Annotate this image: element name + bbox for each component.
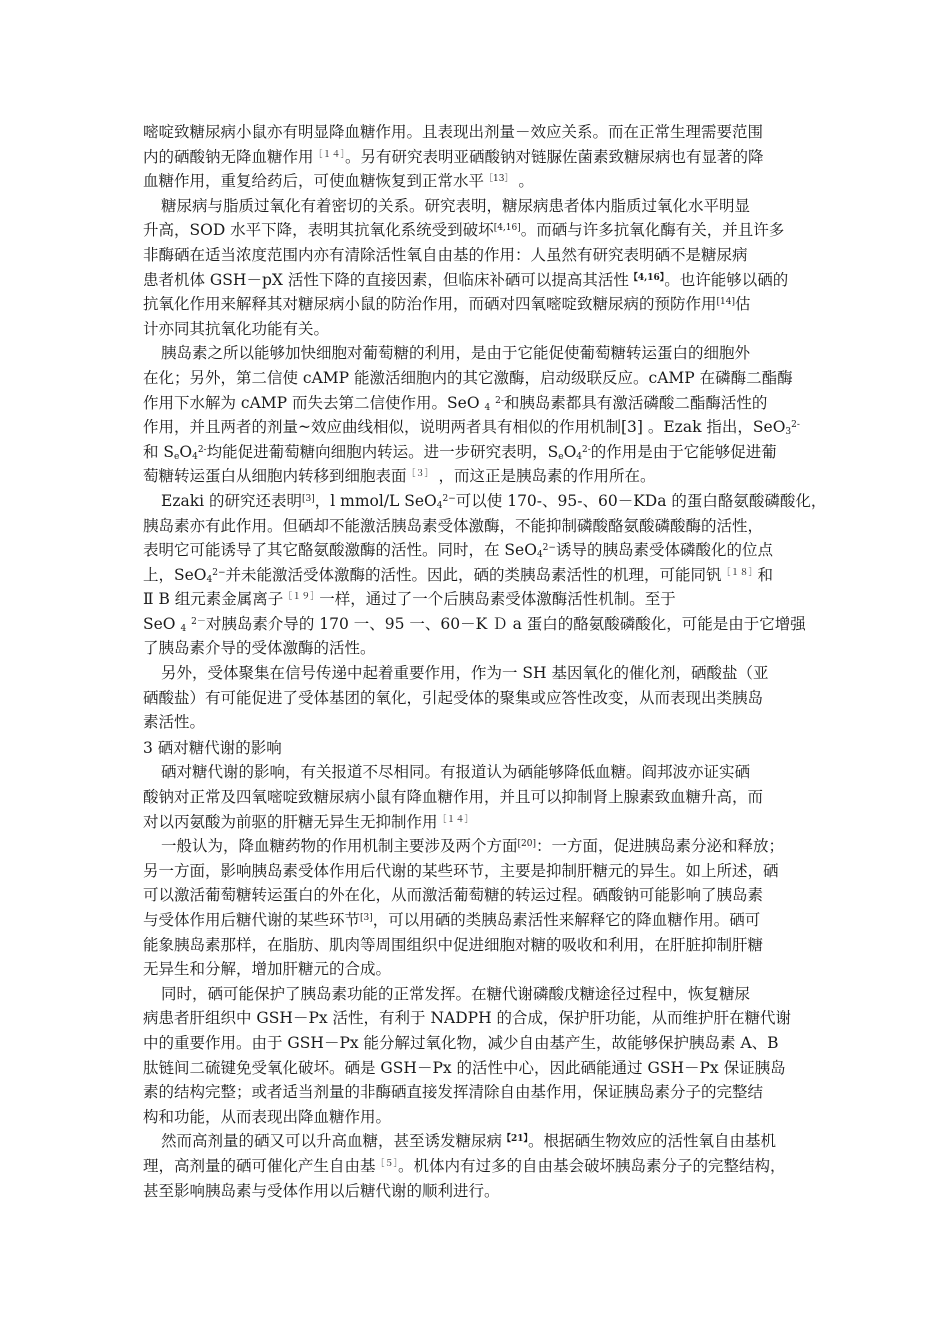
text-line: 抗氧化作用来解释其对糖尿病小鼠的防治作用，而硒对四氧嘧啶致糖尿病的预防作用[14]估 (143, 295, 751, 314)
citation: [14] (716, 297, 735, 308)
text-line: 上，SeO$_4^{2-}$并未能激活受体激酶的活性。因此，硒的类胰岛素活性的机理，可能同钒$^{[18]}$和 (143, 565, 774, 585)
text-line: 作用下水解为 cAMP 而失去第二信使作用。SeO $_4$ $^{2-}$和胰岛素都具有激活磷酸二酯酶活性的 (143, 393, 768, 413)
citation: [20] (517, 839, 536, 850)
text-line: 对以丙氨酸为前驱的肝糖无异生无抑制作用$^{[14]}$ (143, 812, 474, 831)
citation: 【21】 (502, 1134, 529, 1145)
text-line: 肽链间二硫键免受氧化破坏。硒是 GSH－Px 的活性中心，因此硒能通过 GSH－Px 保证胰岛 (143, 1058, 786, 1077)
text-line: 胰岛素亦有此作用。但硒却不能激活胰岛素受体激酶，不能抑制磷酸酪氨酸磷酸酶的活性， (143, 516, 764, 535)
citation: ［13］ (484, 174, 514, 185)
text-line: 在化；另外，第二信使 cAMP 能激活细胞内的其它激酶，启动级联反应。cAMP 在磷酶二酯酶 (143, 368, 793, 387)
text-line: 嘧啶致糖尿病小鼠亦有明显降血糖作用。且表现出剂量－效应关系。而在正常生理需要范围 (143, 123, 764, 141)
text-line: 另外，受体聚集在信号传递中起着重要作用，作为一 SH 基因氧化的催化剂，硒酸盐（亚 (161, 664, 769, 683)
citation: ［１４］ (313, 149, 346, 160)
text-line: 作用，并且两者的剂量~效应曲线相似，说明两者具有相似的作用机制[3] 。Ezak 指出，SeO$_3^{2-}$ (143, 418, 800, 438)
citation: [3] (302, 493, 315, 504)
text-line: 构和功能，从而表现出降血糖作用。 (143, 1107, 392, 1126)
citation: ［５］ (375, 1158, 399, 1169)
text-line: 一般认为，降血糖药物的作用机制主要涉及两个方面[20]：一方面，促进胰岛素分泌和释放； (161, 837, 785, 856)
text-line: Ⅱ B 组元素金属离子$^{[19]}$一样，通过了一个后胰岛素受体激酶活性机制。至于 (143, 590, 676, 609)
citation: [4,16] (493, 223, 521, 234)
section-heading: 3 硒对糖代谢的影响 (143, 738, 282, 757)
citation: ［１８］ (721, 567, 758, 578)
citation: ［１４］ (437, 814, 474, 825)
text-line: 表明它可能诱导了其它酪氨酸激酶的活性。同时，在 SeO$_4^{2-}$诱导的胰岛素受体磷酸化的位点 (143, 541, 773, 561)
text-line: 内的硒酸钠无降血糖作用$^{[14]}$。另有研究表明亚硒酸钠对链脲佐菌素致糖尿病也有显著的降 (143, 147, 764, 166)
text-line: 无异生和分解，增加肝糖元的合成。 (143, 960, 392, 979)
text-line: 甚至影响胰岛素与受体作用以后糖代谢的顺利进行。 (143, 1181, 500, 1200)
text-line: 胰岛素之所以能够加快细胞对葡萄糖的利用，是由于它能促使葡萄糖转运蛋白的细胞外 (161, 344, 751, 363)
text-line: 酸钠对正常及四氧嘧啶致糖尿病小鼠有降血糖作用，并且可以抑制肾上腺素致血糖升高，而 (143, 788, 764, 807)
text-line: 萄糖转运蛋白从细胞内转移到细胞表面$^{[3]}$ ，而这正是胰岛素的作用所在。 (143, 467, 656, 486)
text-line: 另一方面，影响胰岛素受体作用后代谢的某些环节，主要是抑制肝糖元的异生。如上所述，硒 (143, 861, 779, 880)
text-line: 了胰岛素介导的受体激酶的活性。 (143, 639, 376, 658)
citation: ［３］ (406, 469, 434, 480)
text-line: 病患者肝组织中 GSH－Px 活性，有利于 NADPH 的合成，保护肝功能，从而维护肝在糖代谢 (143, 1009, 792, 1028)
text-line: 理，高剂量的硒可催化产生自由基$^{[5]}$。机体内有过多的自由基会破坏胰岛素分子的完整结构， (143, 1156, 786, 1175)
text-line: 血糖作用，重复给药后，可使血糖恢复到正常水平$^{[13]}$ 。 (143, 172, 534, 191)
text-line: 非酶硒在适当浓度范围内亦有清除活性氧自由基的作用：人虽然有研究表明硒不是糖尿病 (143, 245, 748, 264)
text-line: 升高，SOD 水平下降，表明其抗氧化系统受到破坏[4,16]。而硒与许多抗氧化酶有关，并且许多 (143, 221, 785, 240)
text-line: 然而高剂量的硒又可以升高血糖，甚至诱发糖尿病$^{【21】}$。根据硒生物效应的活性氧自由基机 (161, 1132, 777, 1151)
text-line: SeO $_4$ $^{2-}$对胰岛素介导的 170 一、95 一、60－K Ｄ a 蛋白的酪氨酸磷酸化，可能是由于它增强 (143, 614, 806, 634)
text-line: 与受体作用后糖代谢的某些环节[3]，可以用硒的类胰岛素活性来解释它的降血糖作用。硒可 (143, 911, 761, 929)
citation: ［１９］ (283, 592, 320, 603)
text-line: 同时，硒可能保护了胰岛素功能的正常发挥。在糖代谢磷酸戊糖途径过程中，恢复糖尿 (161, 984, 751, 1003)
text-line: 糖尿病与脂质过氧化有着密切的关系。研究表明，糖尿病患者体内脂质过氧化水平明显 (161, 196, 751, 215)
text-line: 计亦同其抗氧化功能有关。 (143, 319, 330, 338)
text-line: 素的结构完整；或者适当剂量的非酶硒直接发挥清除自由基作用，保证胰岛素分子的完整结 (143, 1083, 764, 1102)
text-line: 中的重要作用。由于 GSH－Px 能分解过氧化物，减少自由基产生，故能够保护胰岛素 A、B (143, 1033, 779, 1052)
text-line: 能象胰岛素那样，在脂肪、肌肉等周围组织中促进细胞对糖的吸收和利用，在肝脏抑制肝糖 (143, 935, 764, 954)
citation: [3] (360, 913, 373, 923)
text-line: 硒对糖代谢的影响，有关报道不尽相同。有报道认为硒能够降低血糖。阎邦波亦证实硒 (161, 763, 751, 782)
text-line: Ezaki 的研究还表明[3]，l mmol/L SeO$_4^{2-}$可以使 170-、95-、60－KDa 的蛋白酪氨酸磷酸化， (161, 491, 827, 511)
text-line: 素活性。 (143, 713, 206, 732)
text-line: 硒酸盐）有可能促进了受体基团的氧化，引起受体的聚集或应答性改变，从而表现出类胰岛 (143, 688, 764, 707)
text-line: 可以激活葡萄糖转运蛋白的外在化，从而激活葡萄糖的转运过程。硒酸钠可能影响了胰岛素 (143, 886, 764, 905)
text-line: 和 $S_eO_4^{2-}$均能促进葡萄糖向细胞内转运。进一步研究表明，$S_eO_4^{2-}$的作用是由于它能够促进葡 (143, 442, 777, 462)
text-line: 患者机体 GSH－pX 活性下降的直接因素，但临床补硒可以提高其活性$^{【4,16】}$。也许能够以硒的 (143, 270, 789, 289)
citation: 【4,16】 (628, 272, 665, 283)
